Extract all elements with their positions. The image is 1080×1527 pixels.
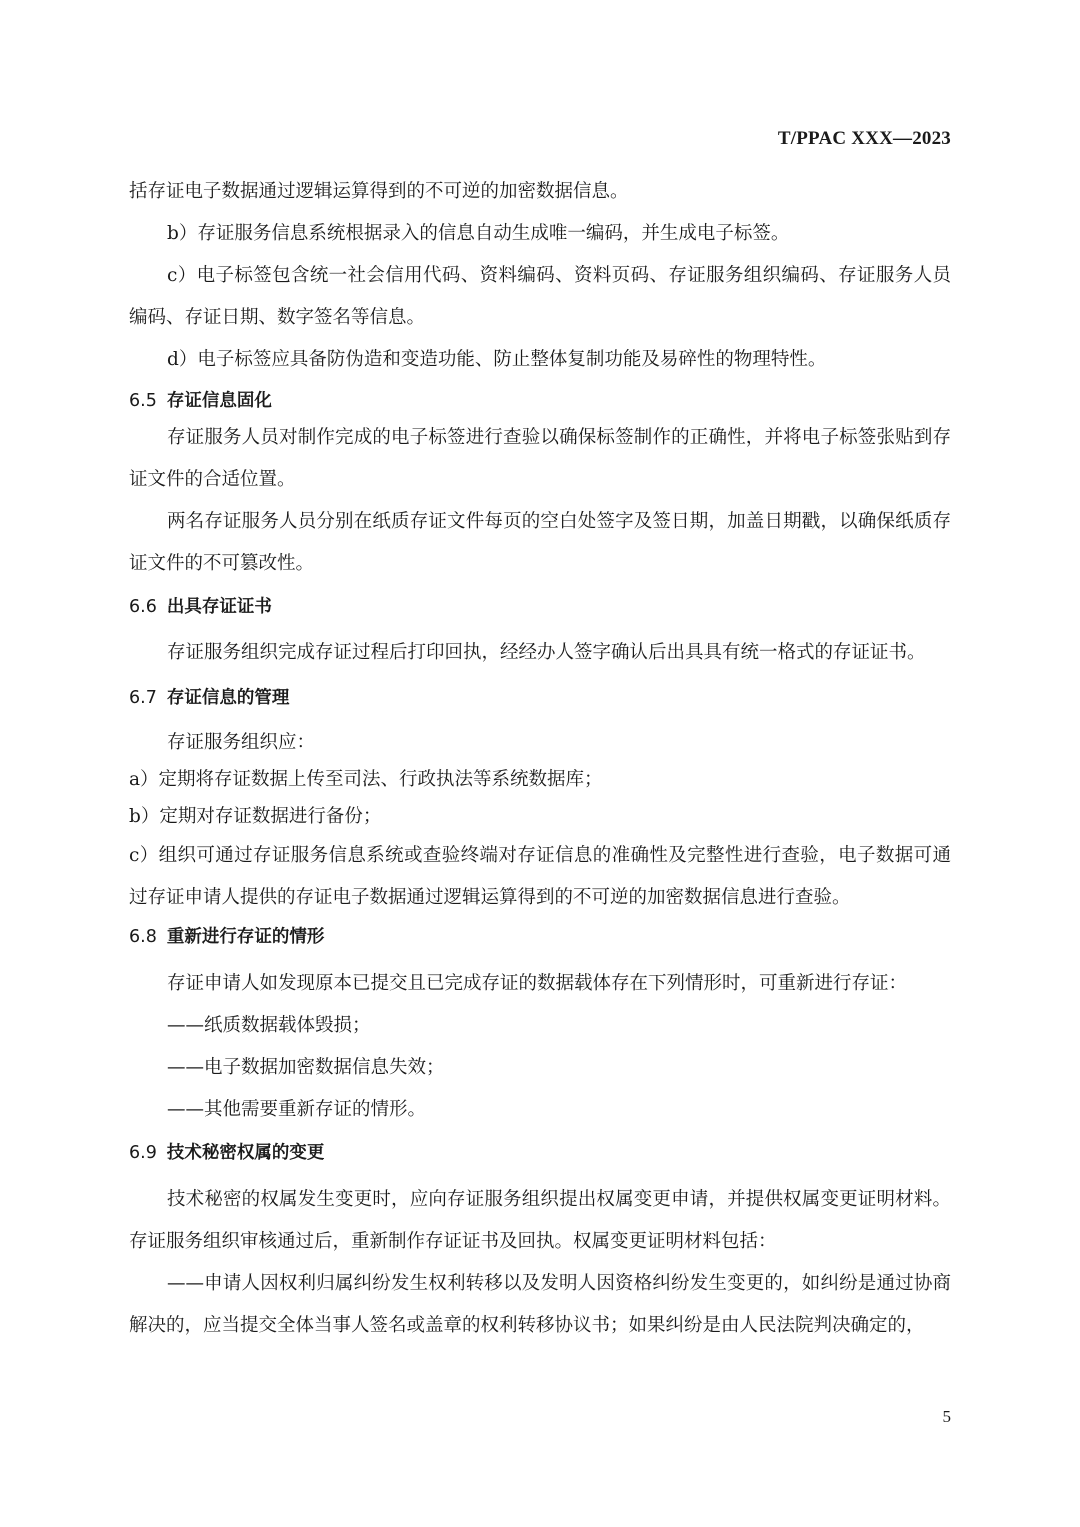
section-heading-6-5 <box>129 385 951 417</box>
section-6-6-paragraph-1: 存证服务组织完成存证过程后打印回执，经经办人签字确认后出具具有统一格式的存证证书。 <box>167 642 926 663</box>
section-6-8-dash-item-3: ——其他需要重新存证的情形。 <box>167 1099 427 1120</box>
section-6-5-paragraph-1: 存证服务人员对制作完成的电子标签进行查验以确保标签制作的正确性，并将电子标签张贴到存证文件的合适位置。 <box>129 427 951 490</box>
section-number: 6.9 <box>129 1143 157 1163</box>
section-6-7-item-c: c）组织可通过存证服务信息系统或查验终端对存证信息的准确性及完整性进行查验，电子数据可通过存证申请人提供的存证电子数据通过逻辑运算得到的不可逆的加密数据信息进行查验。 <box>129 845 951 908</box>
section-6-7-intro: 存证服务组织应： <box>167 732 316 753</box>
list-item-b: b）存证服务信息系统根据录入的信息自动生成唯一编码，并生成电子标签。 <box>167 223 790 244</box>
document-code: T/PPAC XXX—2023 <box>777 128 951 149</box>
section-title: 存证信息固化 <box>166 391 272 411</box>
list-item-c: c）电子标签包含统一社会信用代码、资料编码、资料页码、存证服务组织编码、存证服务人员编码、存证日期、数字签名等信息。 <box>129 265 951 328</box>
section-6-7-item-a: a）定期将存证数据上传至司法、行政执法等系统数据库； <box>129 769 603 790</box>
page-number: 5 <box>942 1407 951 1426</box>
section-number: 6.5 <box>129 391 157 411</box>
section-heading-6-7 <box>129 682 951 714</box>
section-6-9-dash-item-1: ——申请人因权利归属纠纷发生权利转移以及发明人因资格纠纷发生变更的，如纠纷是通过协商解决的，应当提交全体当事人签名或盖章的权利转移协议书；如果纠纷是由人民法院判决确定的， <box>129 1273 951 1336</box>
section-number: 6.7 <box>129 688 157 708</box>
section-title: 出具存证证书 <box>166 597 272 617</box>
section-6-7-item-b: b）定期对存证数据进行备份； <box>129 806 382 827</box>
section-heading-6-9 <box>129 1137 951 1169</box>
section-title: 技术秘密权属的变更 <box>166 1143 325 1163</box>
section-6-8-dash-item-1: ——纸质数据载体毁损； <box>167 1015 371 1036</box>
document-body <box>129 171 951 1347</box>
list-item-d: d）电子标签应具备防伪造和变造功能、防止整体复制功能及易碎性的物理特性。 <box>167 349 827 370</box>
section-6-5-paragraph-2: 两名存证服务人员分别在纸质存证文件每页的空白处签字及签日期，加盖日期戳，以确保纸质存证文件的不可篡改性。 <box>129 511 951 574</box>
section-title: 存证信息的管理 <box>166 688 290 708</box>
section-6-8-dash-item-2: ——电子数据加密数据信息失效； <box>167 1057 445 1078</box>
section-number: 6.6 <box>129 597 157 617</box>
section-title: 重新进行存证的情形 <box>166 927 325 947</box>
section-heading-6-6 <box>129 591 951 623</box>
section-number: 6.8 <box>129 927 157 947</box>
section-6-9-paragraph-1: 技术秘密的权属发生变更时，应向存证服务组织提出权属变更申请，并提供权属变更证明材料。存证服务组织审核通过后，重新制作存证证书及回执。权属变更证明材料包括： <box>129 1189 951 1252</box>
section-heading-6-8 <box>129 921 951 953</box>
paragraph-continuation: 括存证电子数据通过逻辑运算得到的不可逆的加密数据信息。 <box>129 181 629 202</box>
section-6-8-paragraph-1: 存证申请人如发现原本已提交且已完成存证的数据载体存在下列情形时，可重新进行存证： <box>167 973 908 994</box>
